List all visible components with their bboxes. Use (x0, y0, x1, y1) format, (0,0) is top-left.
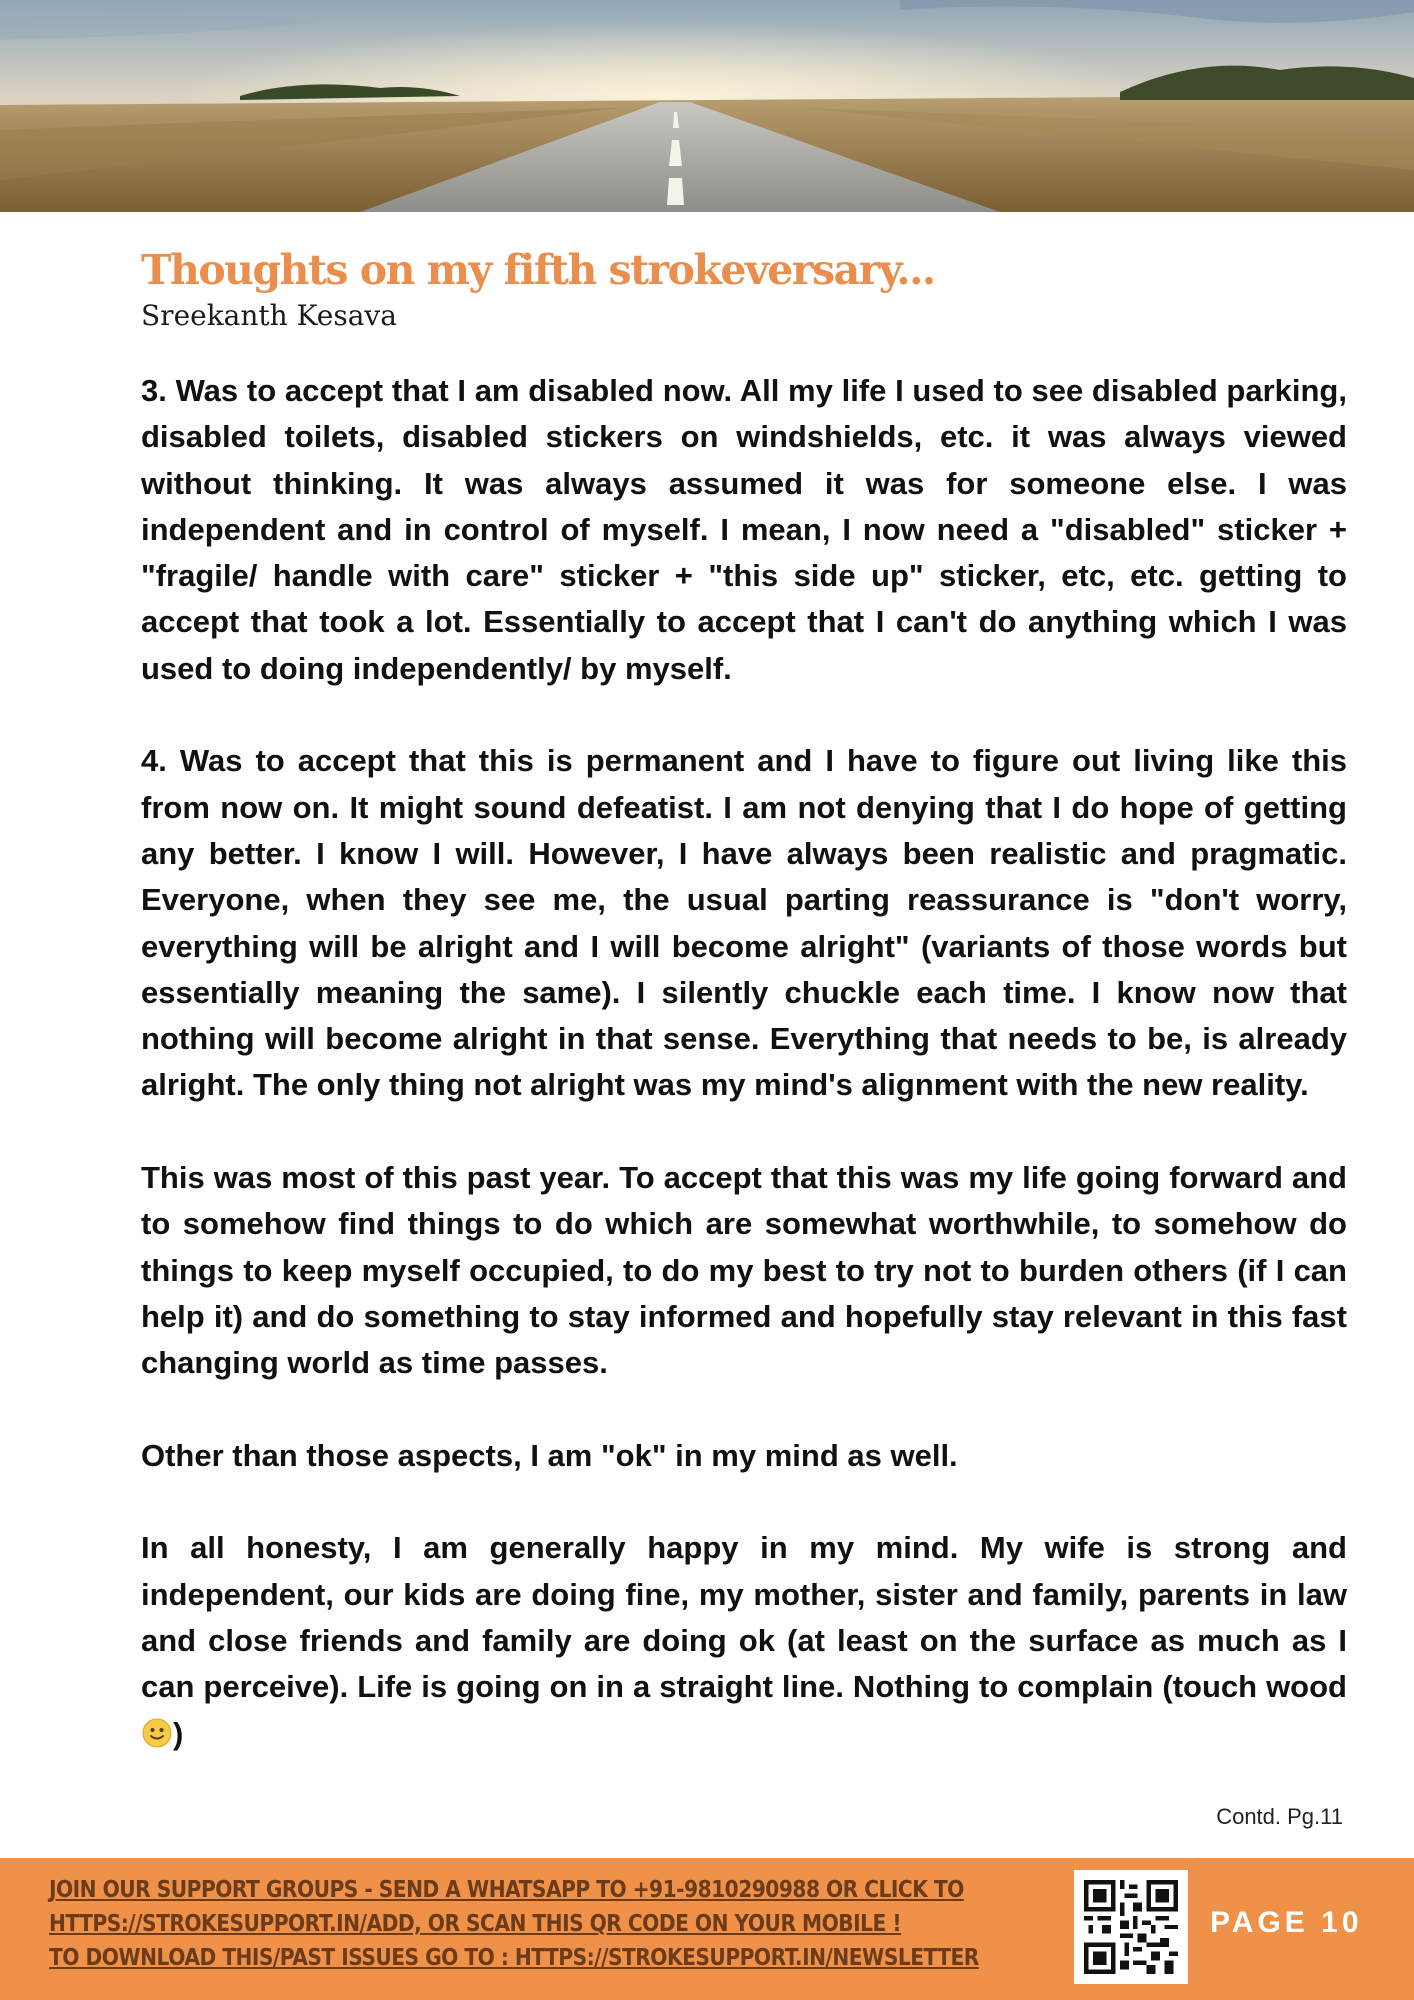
header-landscape-image (0, 0, 1414, 212)
paragraph-ok-in-mind: Other than those aspects, I am "ok" in my mind as well. (141, 1437, 958, 1473)
qr-code-graphic (1084, 1880, 1178, 1974)
article-body (141, 368, 1347, 1803)
paragraph-past-year: This was most of this past year. To accept that this was my life going forward and to somehow find things to do which are somewhat worthwhile, to somehow do things to keep myself occupied, to do my best to try not to burden others (if I can help it) and do something to stay informed and hopefully stay relevant in this fast changing world as time passes. (141, 1160, 1347, 1381)
footer-link-join-groups[interactable]: JOIN OUR SUPPORT GROUPS - SEND A WHATSAPP TO +91-9810290988 OR CLICK TO (49, 1875, 964, 1903)
paragraph-point-4: 4. Was to accept that this is permanent and I have to figure out living like this from now on. It might sound defeatist. I am not denying that I do hope of getting any better. I know I will. However, I have always been realistic and pragmatic. Everyone, when they see me, the usual parting reassurance is "don't worry, everything will be alright and I will become alright" (variants of those words but essentially meaning the same). I silently chuckle each time. I know now that nothing will become alright in that sense. Everything that needs to be, is already alright. The only thing not alright was my mind's alignment with the new reality. (141, 743, 1347, 1103)
footer-cta-text (49, 1872, 1069, 1974)
qr-code-icon[interactable] (1074, 1870, 1188, 1984)
paragraph-point-3: 3. Was to accept that I am disabled now. All my life I used to see disabled parking, disabled toilets, disabled stickers on windshields, etc. it was always viewed without thinking. It was always assumed it was for someone else. I was independent and in control of myself. I mean, I now need a "disabled" sticker + "fragile/ handle with care" sticker + "this side up" sticker, etc, etc. getting to accept that took a lot. Essentially to accept that I can't do anything which I was used to doing independently/ by myself. (141, 373, 1347, 686)
slightly-smiling-face-icon (142, 1718, 172, 1748)
paragraph-honesty (141, 1525, 1347, 1756)
footer-banner (0, 1858, 1414, 2000)
footer-link-newsletter[interactable]: TO DOWNLOAD THIS/PAST ISSUES GO TO : HTTPS://STROKESUPPORT.IN/NEWSLETTER (49, 1943, 979, 1971)
article-title: Thoughts on my fifth strokeversary... (141, 246, 935, 294)
continued-note: Contd. Pg.11 (1216, 1804, 1343, 1829)
road-landscape-illustration (0, 0, 1414, 212)
page-number-label: PAGE 10 (1210, 1906, 1363, 1939)
footer-link-add[interactable]: HTTPS://STROKESUPPORT.IN/ADD, OR SCAN THIS QR CODE ON YOUR MOBILE ! (49, 1909, 902, 1937)
article-author: Sreekanth Kesava (141, 299, 397, 332)
paragraph-honesty-close: ) (173, 1715, 184, 1751)
paragraph-honesty-text: In all honesty, I am generally happy in my mind. My wife is strong and independent, our kids are doing fine, my mother, sister and family, parents in law and close friends and family are doing ok (at least on the surface as much as I can perceive). Life is going on in a straight line. Nothing to complain (touch wood (141, 1530, 1347, 1705)
